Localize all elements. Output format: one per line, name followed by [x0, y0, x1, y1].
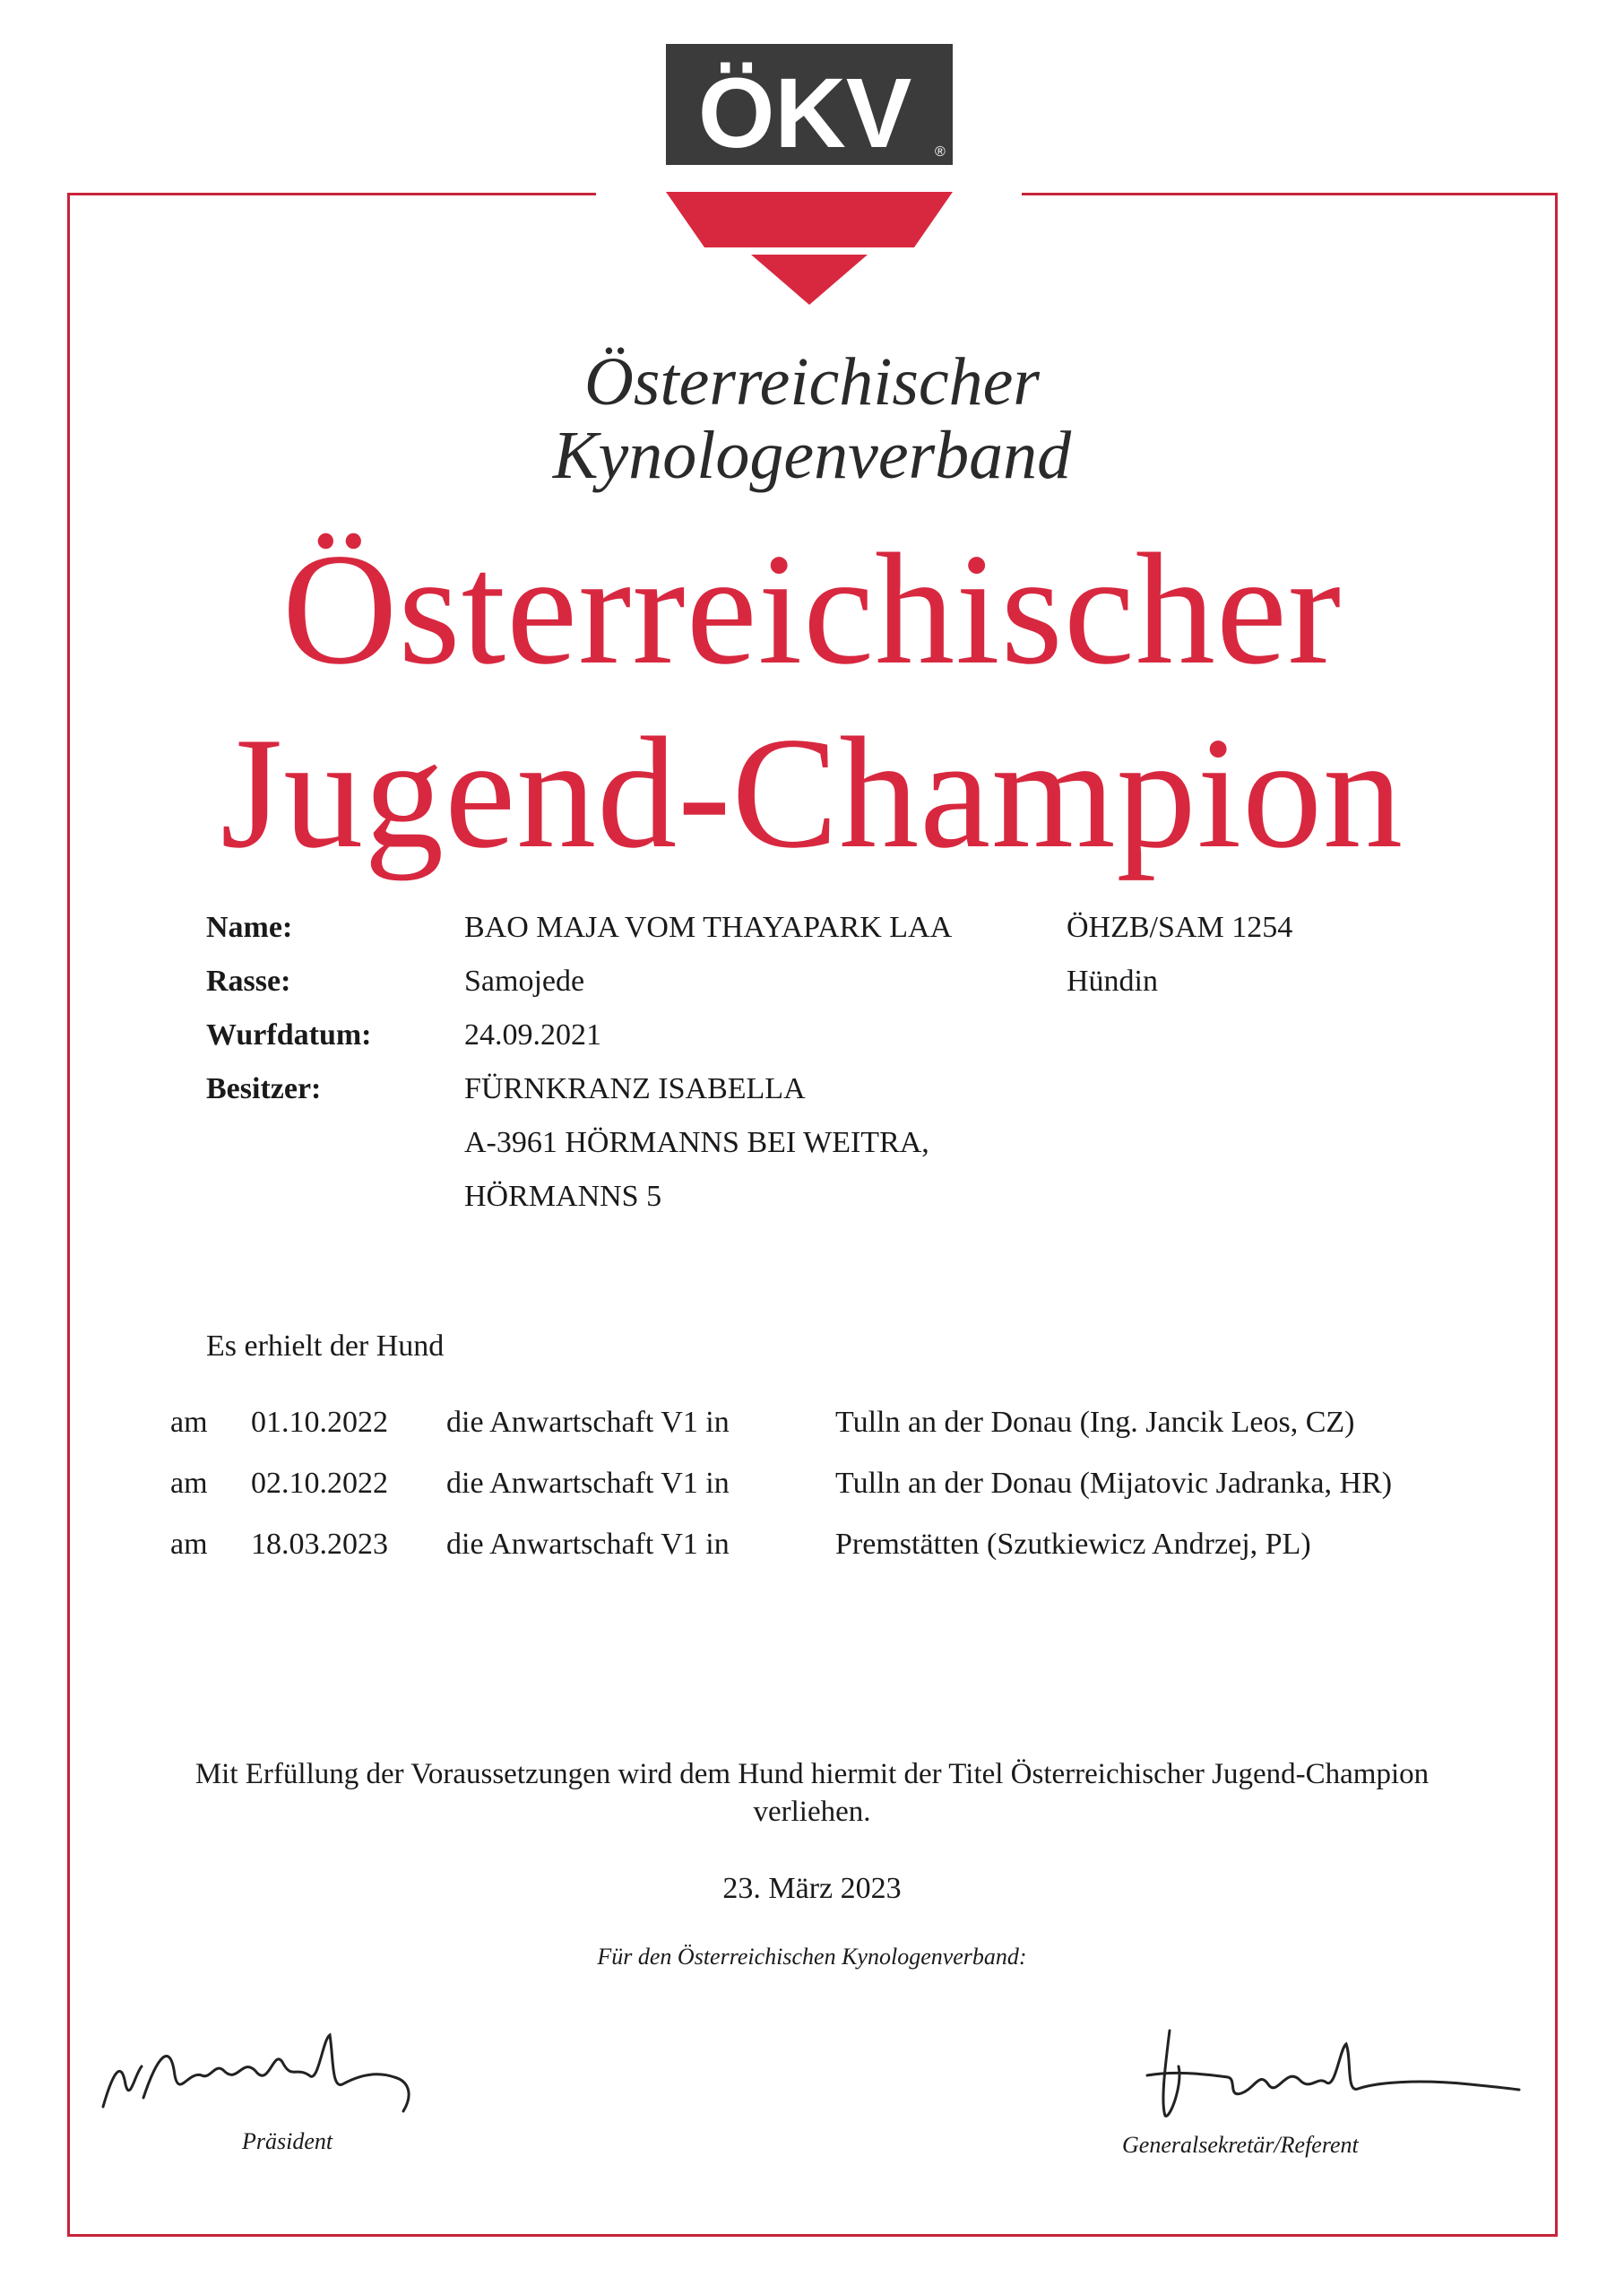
title-line2: Jugend-Champion: [220, 704, 1404, 881]
award-prefix: am: [170, 1467, 208, 1500]
award-title: die Anwartschaft V1 in: [446, 1406, 730, 1439]
frame-top-left: [67, 193, 596, 195]
on-behalf-text: Für den Österreichischen Kynologenverband:: [597, 1944, 1027, 1970]
name-value: BAO MAJA VOM THAYAPARK LAA: [464, 911, 953, 944]
sex-value: Hündin: [1067, 965, 1158, 998]
awards-intro: Es erhielt der Hund: [206, 1329, 445, 1363]
name-label: Name:: [206, 911, 293, 944]
award-place: Premstätten (Szutkiewicz Andrzej, PL): [835, 1528, 1311, 1561]
conclusion-line2: verliehen.: [753, 1796, 871, 1828]
award-place: Tulln an der Donau (Ing. Jancik Leos, CZ): [835, 1406, 1355, 1439]
conclusion-line1: Mit Erfüllung der Voraussetzungen wird dem Hund hiermit der Titel Österreichischer Jugend-Champion: [194, 1758, 1430, 1790]
award-prefix: am: [170, 1406, 208, 1439]
owner-line-3: HÖRMANNS 5: [464, 1180, 662, 1213]
secretary-signature: [1111, 2013, 1524, 2129]
birth-value: 24.09.2021: [464, 1018, 601, 1052]
svg-text:®: ®: [935, 144, 946, 160]
award-date: 02.10.2022: [251, 1467, 388, 1500]
owner-line-1: FÜRNKRANZ ISABELLA: [464, 1072, 806, 1105]
breed-label: Rasse:: [206, 965, 291, 998]
award-place: Tulln an der Donau (Mijatovic Jadranka, HR): [835, 1467, 1393, 1500]
okv-logo: [661, 39, 957, 317]
award-date: 01.10.2022: [251, 1406, 388, 1439]
org-name-line1: Österreichischer: [584, 344, 1040, 420]
frame-bottom: [67, 2234, 1558, 2237]
award-date: 18.03.2023: [251, 1528, 388, 1561]
issue-date: 23. März 2023: [722, 1872, 902, 1905]
logo-text: ÖKV: [697, 58, 912, 169]
frame-right: [1555, 193, 1558, 2237]
title-line1: Österreichischer: [281, 520, 1343, 697]
award-prefix: am: [170, 1528, 208, 1561]
president-label: Präsident: [242, 2128, 333, 2154]
org-name-line2: Kynologenverband: [552, 418, 1072, 493]
award-title: die Anwartschaft V1 in: [446, 1467, 730, 1500]
birth-label: Wurfdatum:: [206, 1018, 372, 1052]
secretary-label: Generalsekretär/Referent: [1122, 2132, 1359, 2158]
frame-top-right: [1022, 193, 1558, 195]
breed-value: Samojede: [464, 965, 585, 998]
president-signature: [90, 2022, 466, 2120]
frame-left: [67, 193, 70, 2237]
owner-label: Besitzer:: [206, 1072, 322, 1105]
registration-number: ÖHZB/SAM 1254: [1067, 911, 1293, 944]
owner-line-2: A-3961 HÖRMANNS BEI WEITRA,: [464, 1126, 929, 1159]
award-title: die Anwartschaft V1 in: [446, 1528, 730, 1561]
